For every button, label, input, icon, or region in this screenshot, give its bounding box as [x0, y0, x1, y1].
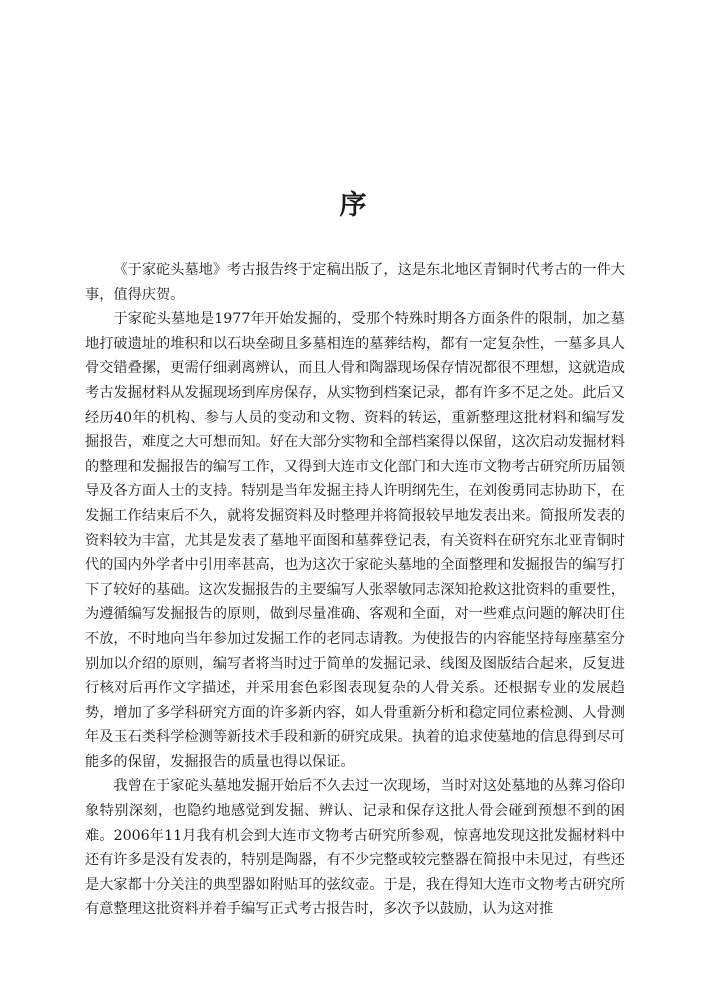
paragraph: 我曾在于家砣头墓地发掘开始后不久去过一次现场，当时对这处墓地的丛葬习俗印象特别深刻，也隐约地感觉到发掘、辨认、记录和保存这批人骨会碰到预想不到的困难。2006年11月我有机会到大连市文物考古研究所参观，惊喜地发现这批发掘材料中还有许多是没有发表的，特别是陶器，有不少完整或较完整器在简报中未见过，有些还是大家都十分关注的典型器如附贴耳的弦纹壶。于是，我在得知大连市文物考古研究所有意整理这批资料并着手编写正式考古报告时，多次予以鼓励，认为这对推: [85, 778, 625, 918]
paragraph: 于家砣头墓地是1977年开始发掘的，受那个特殊时期各方面条件的限制，加之墓地打破遗址的堆积和以石块垒砌且多墓相连的墓葬结构，都有一定复杂性，一墓多具人骨交错叠摞，更需仔细剥离辨认，而且人骨和陶器现场保存情况都很不理想，这就造成考古发掘材料从发掘现场到库房保存，从实物到档案记录，都有许多不足之处。此后又经历40年的机构、参与人员的变动和文物、资料的转运，重新整理这批材料和编写发掘报告，难度之大可想而知。好在大部分实物和全部档案得以保留，这次启动发掘材料的整理和发掘报告的编写工作，又得到大连市文化部门和大连市文物考古研究所历届领导及各方面人士的支持。特别是当年发掘主持人许明纲先生，在刘俊勇同志协助下，在发掘工作结束后不久，就将发掘资料及时整理并将简报较早地发表出来。简报所发表的资料较为丰富，尤其是发表了墓地平面图和墓葬登记表，有关资料在研究东北亚青铜时代的国内外学者中引用率甚高，也为这次于家砣头墓地的全面整理和发掘报告的编写打下了较好的基础。这次发掘报告的主要编写人张翠敏同志深知抢救这批资料的重要性，为遵循编写发掘报告的原则，做到尽量准确、客观和全面，对一些难点问题的解决盯住不放，不时地向当年参加过发掘工作的老同志请教。为使报告的内容能坚持每座墓室分别加以介绍的原则，编写者将当时过于简单的发掘记录、线图及图版结合起来，反复进行核对后再作文字描述，并采用套色彩图表现复杂的人骨关系。还根据专业的发展趋势，增加了多学科研究方面的许多新内容，如人骨重新分析和稳定同位素检测、人骨测年及玉石类科学检测等新技术手段和新的研究成果。执着的追求使墓地的信息得到尽可能多的保留，发掘报告的质量也得以保证。: [85, 311, 625, 770]
preface-body: [85, 258, 625, 922]
preface-heading: 序: [339, 190, 367, 221]
paragraph: 《于家砣头墓地》考古报告终于定稿出版了，这是东北地区青铜时代考古的一件大事，值得庆贺。: [85, 262, 625, 303]
